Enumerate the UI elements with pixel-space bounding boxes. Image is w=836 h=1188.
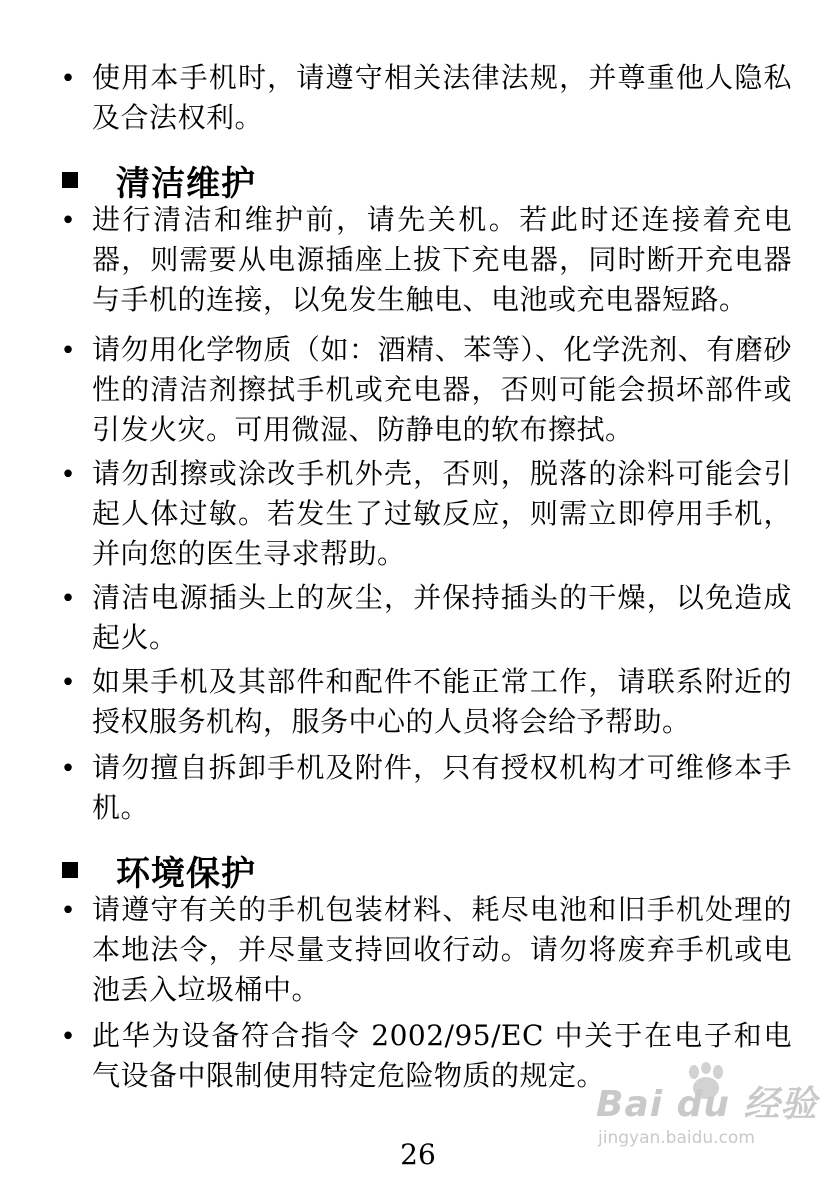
bullet-marker: • xyxy=(60,584,76,614)
section-title: 清洁维护 xyxy=(116,164,256,204)
page-number: 26 xyxy=(400,1138,436,1171)
list-item-text: 进行清洁和维护前，请先关机。若此时还连接着充电器，则需要从电源插座上拔下充电器，同时断开充电器与手机的连接，以免发生触电、电池或充电器短路。 xyxy=(92,203,792,316)
bullet-marker: • xyxy=(60,64,76,94)
list-item-text: 此华为设备符合指令 2002/95/EC 中关于在电子和电气设备中限制使用特定危险物质的规定。 xyxy=(92,1019,792,1092)
list-item-text: 清洁电源插头上的灰尘，并保持插头的干燥，以免造成起火。 xyxy=(92,581,792,654)
square-bullet-icon xyxy=(62,172,78,188)
list-item-text: 请勿用化学物质（如：酒精、苯等）、化学洗剂、有磨砂性的清洁剂擦拭手机或充电器，否则可能会损坏部件或引发火灾。可用微湿、防静电的软布擦拭。 xyxy=(92,333,792,446)
section-title: 环境保护 xyxy=(116,854,256,894)
list-item-text: 使用本手机时，请遵守相关法律法规，并尊重他人隐私及合法权利。 xyxy=(92,61,792,134)
bullet-marker: • xyxy=(60,896,76,926)
list-item-text: 如果手机及其部件和配件不能正常工作，请联系附近的授权服务机构，服务中心的人员将会给予帮助。 xyxy=(92,665,792,738)
list-item-text: 请勿擅自拆卸手机及附件，只有授权机构才可维修本手机。 xyxy=(92,751,792,824)
bullet-marker: • xyxy=(60,1022,76,1052)
bullet-marker: • xyxy=(60,668,76,698)
watermark-logo: Bai du 经验 xyxy=(596,1084,818,1125)
bullet-marker: • xyxy=(60,754,76,784)
bullet-marker: • xyxy=(60,336,76,366)
bullet-marker: • xyxy=(60,206,76,236)
list-item-text: 请勿刮擦或涂改手机外壳，否则，脱落的涂料可能会引起人体过敏。若发生了过敏反应，则需立即停用手机，并向您的医生寻求帮助。 xyxy=(92,457,792,570)
square-bullet-icon xyxy=(62,862,78,878)
bullet-marker: • xyxy=(60,460,76,490)
list-item-text: 请遵守有关的手机包装材料、耗尽电池和旧手机处理的本地法令，并尽量支持回收行动。请勿将废弃手机或电池丢入垃圾桶中。 xyxy=(92,893,792,1006)
watermark-url: jingyan.baidu.com xyxy=(598,1128,755,1148)
